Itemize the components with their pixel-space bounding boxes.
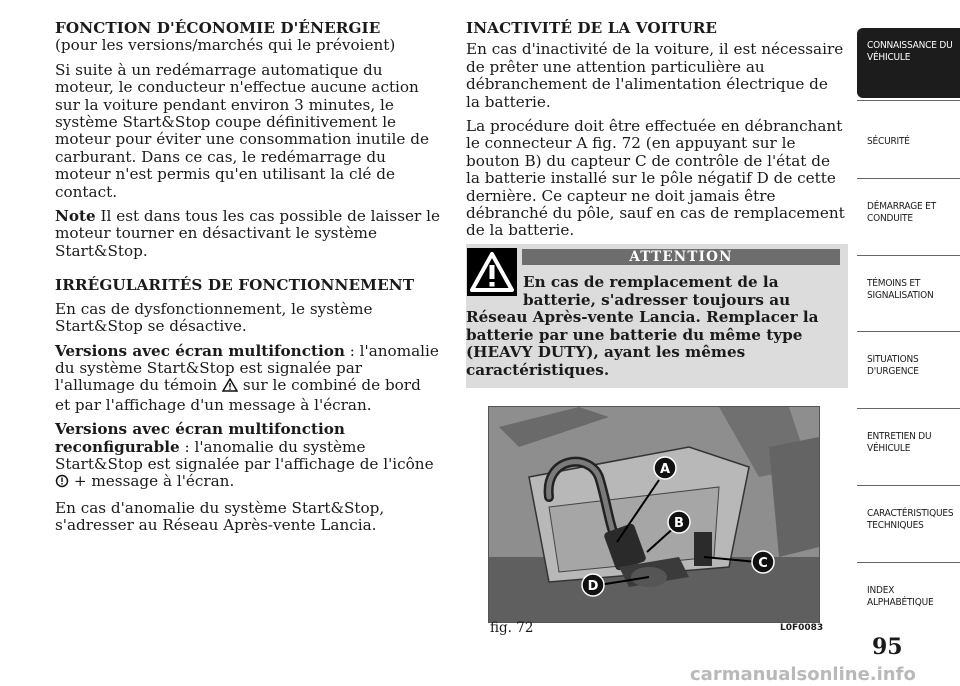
left-column [55,20,440,542]
callout-label-c: C [758,556,768,571]
callout-label-b: B [674,516,684,531]
callout-label-a: A [659,462,671,477]
note-paragraph [55,208,440,260]
section-heading-inactivity: INACTIVITÉ DE LA VOITURE [466,19,718,37]
section-heading-irregularities: IRRÉGULARITÉS DE FONCTIONNEMENT [55,276,415,295]
text-fragment: : l'anomalie du système Start&Stop est signalée par l'allumage du témoin [55,341,439,395]
paragraph-procedure: La procédure doit être effectuée en débranchant le connecteur A fig. 72 (en appuyant sur le bouton B) du capteur C de contrôle de l'état de la batterie installé sur le pôle négatif D de cette dernière. Ce capteur ne doit jamais être débranché du pôle, sauf en cas de remplacement de la batterie. [466,117,845,240]
warning-title: ATTENTION [522,249,840,265]
section-heading-energy-saving: FONCTION D'ÉCONOMIE D'ÉNERGIE [55,19,381,37]
page-number: 95 [872,634,903,660]
warning-light-icon [222,378,238,396]
warning-line: batterie, s'adresser toujours au [523,290,791,309]
tab-label: ENTRETIEN DU VÉHICULE [867,431,932,454]
figure-caption: fig. 72 [490,620,534,636]
paragraph-multifunction [55,343,440,415]
tab-label: SITUATIONS D'URGENCE [867,354,919,377]
watermark: carmanualsonline.info [690,664,916,685]
warning-text [466,274,844,380]
tab-label: DÉMARRAGE ET CONDUITE [867,201,936,224]
warning-rest: Réseau Après-vente Lancia. Remplacer la batterie par une batterie du même type (HEAVY DUTY), ayant les mêmes caractéristiques. [466,308,819,379]
note-label: Note [55,207,96,226]
tab-connaissance[interactable] [857,28,960,98]
warning-line: En cas de remplacement de la [523,273,779,291]
middle-column [466,20,846,247]
callout-label-d: D [587,579,599,594]
tab-demarrage[interactable] [857,178,960,248]
tab-label: CONNAISSANCE DU VÉHICULE [867,40,953,63]
paragraph-energy-saving: Si suite à un redémarrage automatique du moteur, le conducteur n'effectue aucune action sur la voiture pendant environ 3 minutes, le système Start&Stop coupe définitivement le moteur pour éviter une consommation inutile de carburant. Dans ce cas, le redémarrage du moteur n'est permis qu'en utilisant la clé de contact. [55,60,429,201]
battery-illustration [488,406,820,623]
tab-situations[interactable] [857,331,960,401]
section-subheading: (pour les versions/marchés qui le prévoient) [55,36,396,55]
start-stop-fault-icon [55,474,69,492]
paragraph-contact-dealer: En cas d'anomalie du système Start&Stop, s'adresser au Réseau Après-vente Lancia. [55,498,385,535]
text-fragment: sur le combiné de bord et par l'affichage d'un message à l'écran. [55,376,421,414]
version-label-reconfigurable: Versions avec écran multifonction reconfigurable [55,420,345,456]
tab-label: SÉCURITÉ [867,136,910,147]
tab-label: INDEX ALPHABÉTIQUE [867,585,934,608]
figure-code: L0F0083 [780,623,824,633]
paragraph-reconfigurable [55,421,440,493]
chapter-tabs [857,0,960,686]
tab-entretien[interactable] [857,408,960,478]
text-fragment: + message à l'écran. [69,472,235,491]
version-label-multifunction: Versions avec écran multifonction [55,341,345,360]
tab-securite[interactable] [857,100,960,170]
paragraph-inactivity: En cas d'inactivité de la voiture, il est nécessaire de prêter une attention particulière au débranchement de l'alimentation électrique de la batterie. [466,40,844,111]
tab-label: CARACTÉRISTIQUES TECHNIQUES [867,508,954,531]
tab-label: TÉMOINS ET SIGNALISATION [867,278,934,301]
note-text: Il est dans tous les cas possible de laisser le moteur tourner en désactivant le système Start&Stop. [55,207,440,260]
text-fragment: : l'anomalie du système Start&Stop est signalée par l'affichage de l'icône [55,437,434,473]
tab-index[interactable] [857,562,960,632]
tab-caracteristiques[interactable] [857,485,960,555]
tab-temoins[interactable] [857,255,960,325]
paragraph-malfunction: En cas de dysfonctionnement, le système Start&Stop se désactive. [55,299,373,336]
